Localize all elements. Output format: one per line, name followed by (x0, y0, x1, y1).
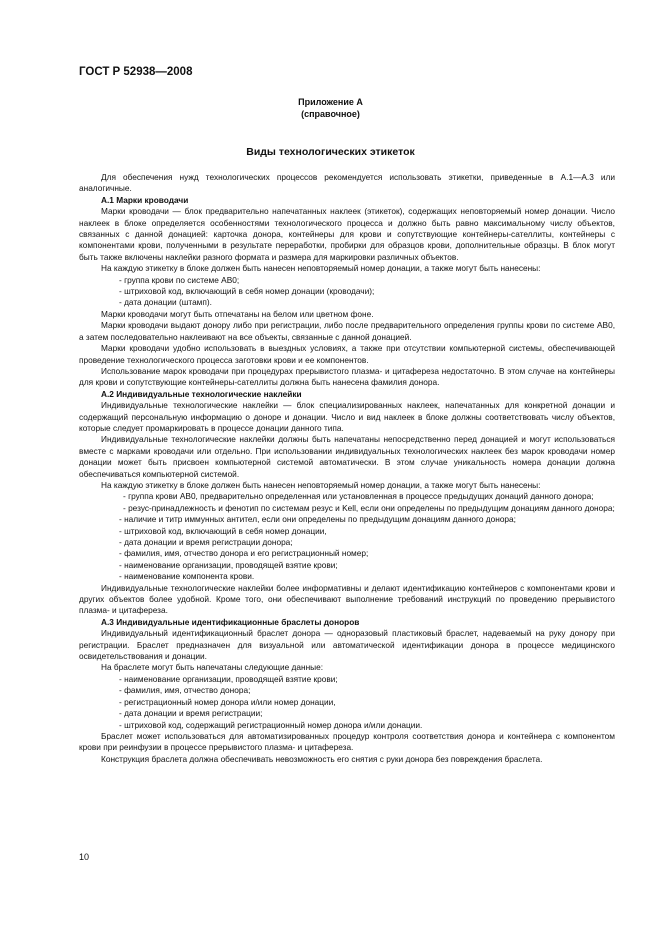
section-a2-heading: А.2 Индивидуальные технологические наклейки (101, 388, 302, 399)
a3-paragraph-4: Конструкция браслета должна обеспечивать невозможность его снятия с руки донора без повреждения браслета. (101, 753, 543, 764)
a1-paragraph-4: Марки кроводачи выдают донору либо при регистрации, либо после предварительного определения группы крови по системе АВ0, а затем последовательно наклеивают на все объекты, связанные с данной донацией. (79, 320, 615, 342)
a3-paragraph-1: Индивидуальный идентификационный браслет донора — одноразовый пластиковый браслет, надеваемый на руку донору при регистрации. Браслет предназначен для визуальной или автоматической идентификации донора в процессе медицинского освидетельствования и донации. (79, 628, 615, 662)
a1-list-item: - группа крови по системе АВ0; (119, 274, 240, 285)
a1-list-item: - штриховой код, включающий в себя номер донации (кроводачи); (119, 286, 375, 297)
a1-paragraph-6: Использование марок кроводачи при процедурах прерывистого плазма- и цитафереза недостаточно. В этом случае на контейнеры для крови и сопутствующие контейнеры-сателлиты должна быть нанесена фамилия донора. (79, 365, 615, 388)
a3-list-item: - дата донации и время регистрации; (119, 708, 263, 719)
a1-paragraph-2: На каждую этикетку в блоке должен быть нанесен неповторяемый номер донации, а также могут быть нанесены: (101, 263, 541, 274)
page-number: 10 (79, 852, 90, 862)
a2-paragraph-2: Индивидуальные технологические наклейки должны быть напечатаны непосредственно перед донацией и могут использоваться вместе с марками кроводачи или отдельно. При использовании индивидуальных технологических наклеек без марок кроводачи номер донации может быть присвоен компьютерной системой автоматически. В этом случае уникальность номера донации должна обеспечиваться компьютерной системой. (79, 434, 615, 479)
a2-wrapped-item: - группа крови АВ0, предварительно определенная или установленная в процессе предыдущих донаций данного донора; (123, 491, 594, 502)
section-a1-heading: А.1 Марки кроводачи (101, 194, 189, 205)
a3-list-item: - наименование организации, проводящей взятие крови; (119, 673, 338, 684)
a3-paragraph-3: Браслет может использоваться для автоматизированных процедур контроля соответствия донора и контейнера с компонентом крови при реинфузии в процессе прерывистого плазма- и цитафереза. (79, 730, 615, 753)
a1-paragraph-3: Марки кроводачи могут быть отпечатаны на белом или цветном фоне. (101, 308, 374, 319)
appendix-note: (справочное) (301, 109, 360, 119)
a3-list-item: - регистрационный номер донора и/или номер донации, (119, 696, 336, 707)
document-title: Виды технологических этикеток (246, 146, 415, 158)
a2-list-item: - наименование организации, проводящей взятие крови; (119, 559, 338, 570)
a3-list-item: - штриховой код, содержащий регистрационный номер донора и/или донации. (119, 719, 423, 730)
document-body (79, 172, 615, 765)
a2-wrapped-item: - резус-принадлежность и фенотип по системам резус и Kell, если они определены по предыдущим донациям данного донора; (123, 502, 615, 513)
a1-list-item: - дата донации (штамп). (119, 297, 212, 308)
a1-paragraph-1: Марки кроводачи — блок предварительно напечатанных наклеек (этикеток), содержащих неповторяемый номер донации. Число наклеек в блоке определяется особенностями технологического процесса и должно быть равно максимальному числу объектов, связанных с данной донацией: карточка донора, контейнеры для крови и сопутствующие контейнеры-сателлиты, контейнеры с компонентами крови, полученными в результате переработки, пробирки для образцов крови, дополнительные образцы. В блок могут быть также включены наклейки разного формата и размера для маркировки различных объектов. (79, 206, 615, 262)
section-a3-heading: А.3 Индивидуальные идентификационные браслеты доноров (101, 616, 360, 627)
appendix-label: Приложение А (298, 97, 363, 107)
a1-paragraph-5: Марки кроводачи удобно использовать в выездных условиях, а также при отсутствии компьютерной системы, обеспечивающей проведение технологического процесса заготовки крови и ее компонентов. (79, 343, 615, 365)
a3-paragraph-2: На браслете могут быть напечатаны следующие данные: (101, 662, 324, 673)
standard-header: ГОСТ Р 52938—2008 (79, 66, 193, 78)
a2-paragraph-3: На каждую этикетку в блоке должен быть нанесен неповторяемый номер донации, а также могут быть нанесены: (101, 479, 541, 490)
a2-list-item: - наименование компонента крови. (119, 571, 255, 582)
a2-paragraph-4: Индивидуальные технологические наклейки более информативны и делают идентификацию контейнеров с компонентами крови и других объектов более удобной. Кроме того, они обеспечивают выполнение требований инструкций по проведению прерывистого плазма- и цитафереза. (79, 582, 615, 616)
a2-list-item: - наличие и титр иммунных антител, если они определены по предыдущим донациям данного донора; (119, 514, 516, 525)
a3-list-item: - фамилия, имя, отчество донора; (119, 685, 251, 696)
a2-paragraph-1: Индивидуальные технологические наклейки — блок специализированных наклеек, напечатанных для конкретной донации и содержащий персональную информацию о доноре и донации. Число и вид наклеек в блоке должны соответствовать числу объектов, которые следует промаркировать в процессе донации данного типа. (79, 400, 615, 433)
a2-list-item: - дата донации и время регистрации донора; (119, 537, 293, 547)
a2-list-item: - штриховой код, включающий в себя номер донации, (119, 525, 327, 536)
intro-paragraph: Для обеспечения нужд технологических процессов рекомендуется использовать этикетки, приведенные в А.1—А.3 или аналогичные. (79, 172, 615, 194)
a2-list-item: - фамилия, имя, отчество донора и его регистрационный номер; (119, 548, 369, 559)
